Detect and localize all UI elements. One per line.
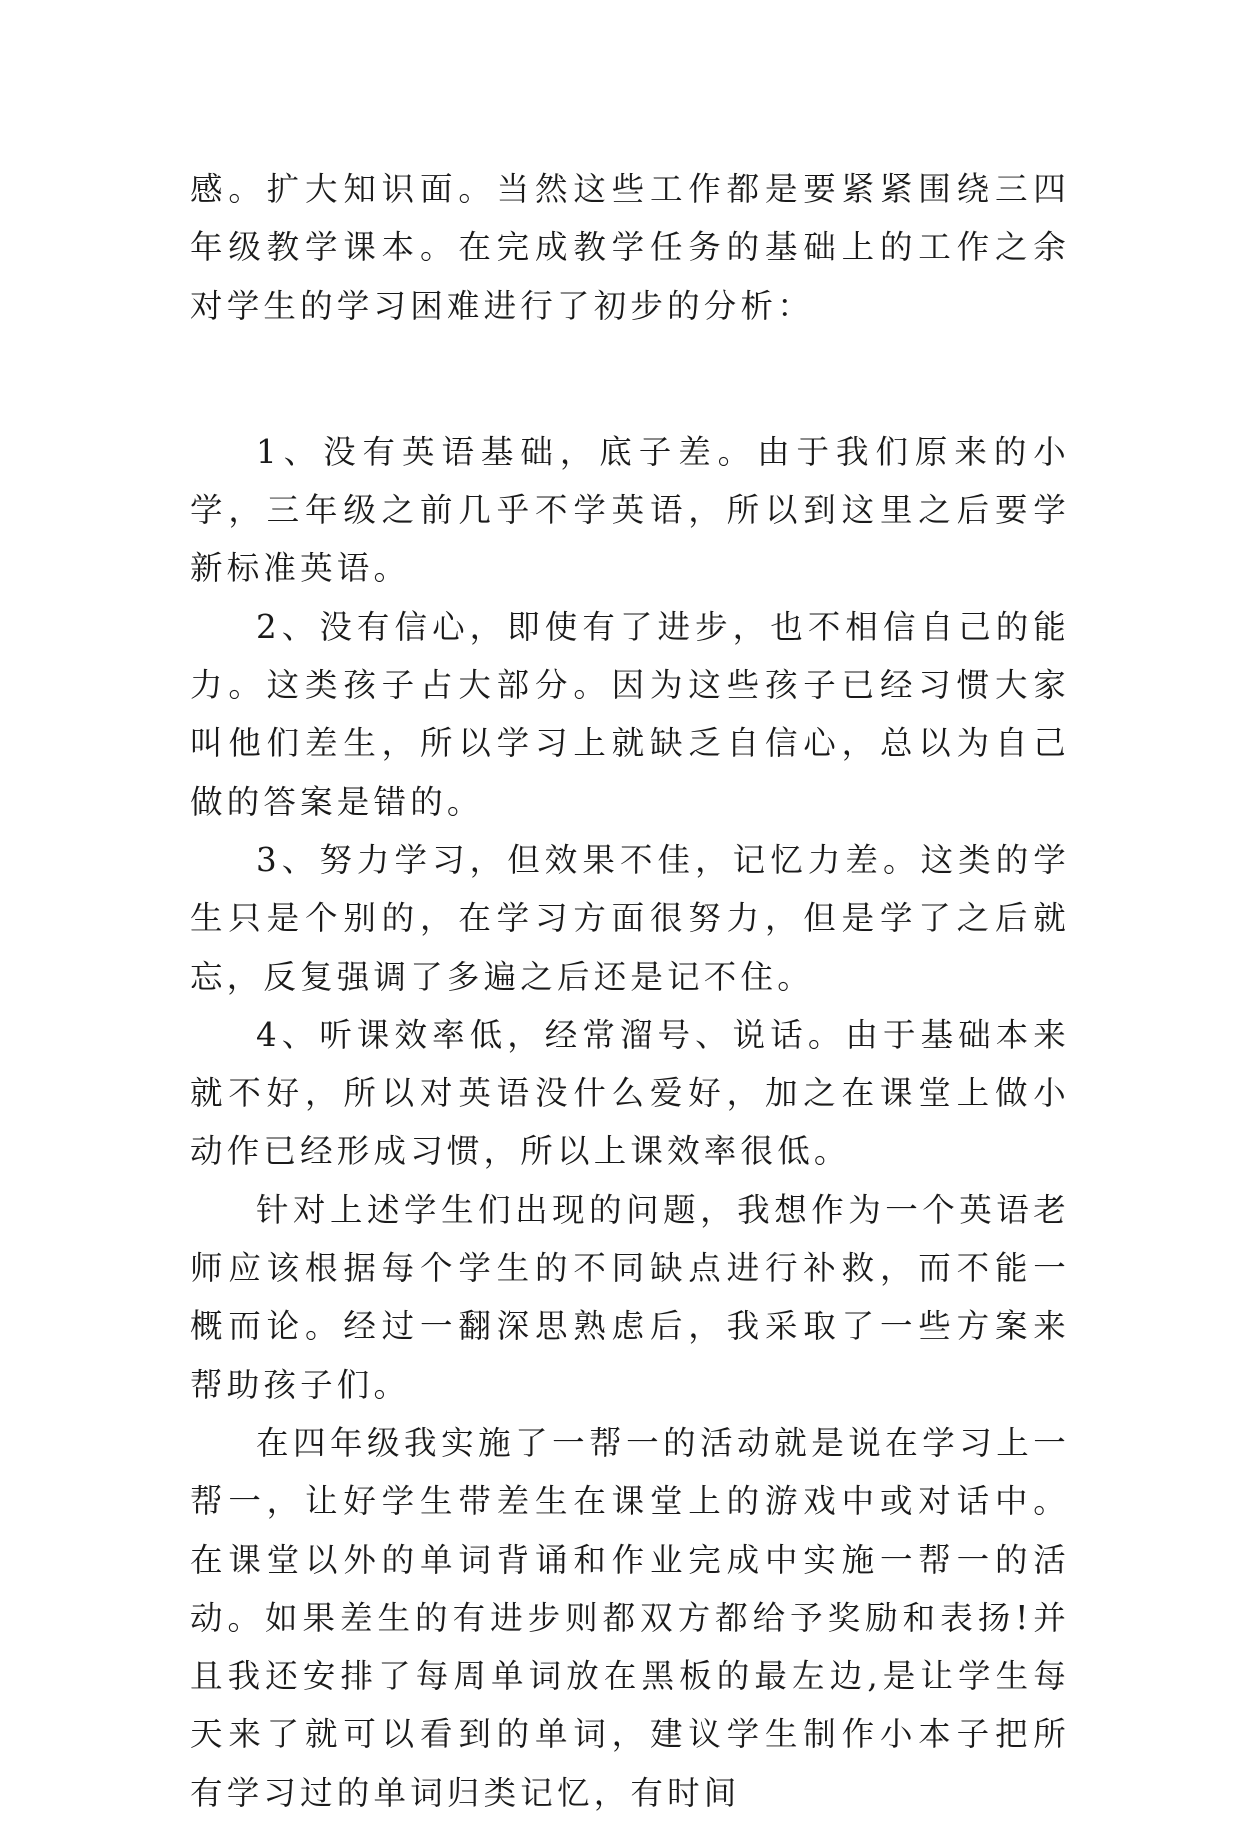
paragraph-activity: 在四年级我实施了一帮一的活动就是说在学习上一帮一，让好学生带差生在课堂上的游戏中或对话中。在课堂以外的单词背诵和作业完成中实施一帮一的活动。如果差生的有进步则都双方都给予奖励和表扬!并且我还安排了每周单词放在黑板的最左边,是让学生每天来了就可以看到的单词，建议学生制作小本子把所有学习过的单词归类记忆，有时间 (190, 1423, 1070, 1812)
paragraph-point-4: 4、听课效率低，经常溜号、说话。由于基础本来就不好，所以对英语没什么爱好，加之在课堂上做小动作已经形成习惯，所以上课效率很低。 (190, 1015, 1070, 1171)
paragraph-point-2: 2、没有信心，即使有了进步，也不相信自己的能力。这类孩子占大部分。因为这些孩子已经习惯大家叫他们差生，所以学习上就缺乏自信心，总以为自己做的答案是错的。 (190, 607, 1070, 821)
paragraph-point-3: 3、努力学习，但效果不佳，记忆力差。这类的学生只是个别的，在学习方面很努力，但是学了之后就忘，反复强调了多遍之后还是记不住。 (190, 840, 1070, 996)
paragraph-point-1: 1、没有英语基础，底子差。由于我们原来的小学，三年级之前几乎不学英语，所以到这里之后要学新标准英语。 (190, 432, 1070, 588)
document-body (190, 160, 1070, 1822)
paragraph-response: 针对上述学生们出现的问题，我想作为一个英语老师应该根据每个学生的不同缺点进行补救，而不能一概而论。经过一翻深思熟虑后，我采取了一些方案来帮助孩子们。 (190, 1190, 1070, 1404)
paragraph-continuation: 感。扩大知识面。当然这些工作都是要紧紧围绕三四年级教学课本。在完成教学任务的基础上的工作之余对学生的学习困难进行了初步的分析： (190, 170, 1070, 325)
